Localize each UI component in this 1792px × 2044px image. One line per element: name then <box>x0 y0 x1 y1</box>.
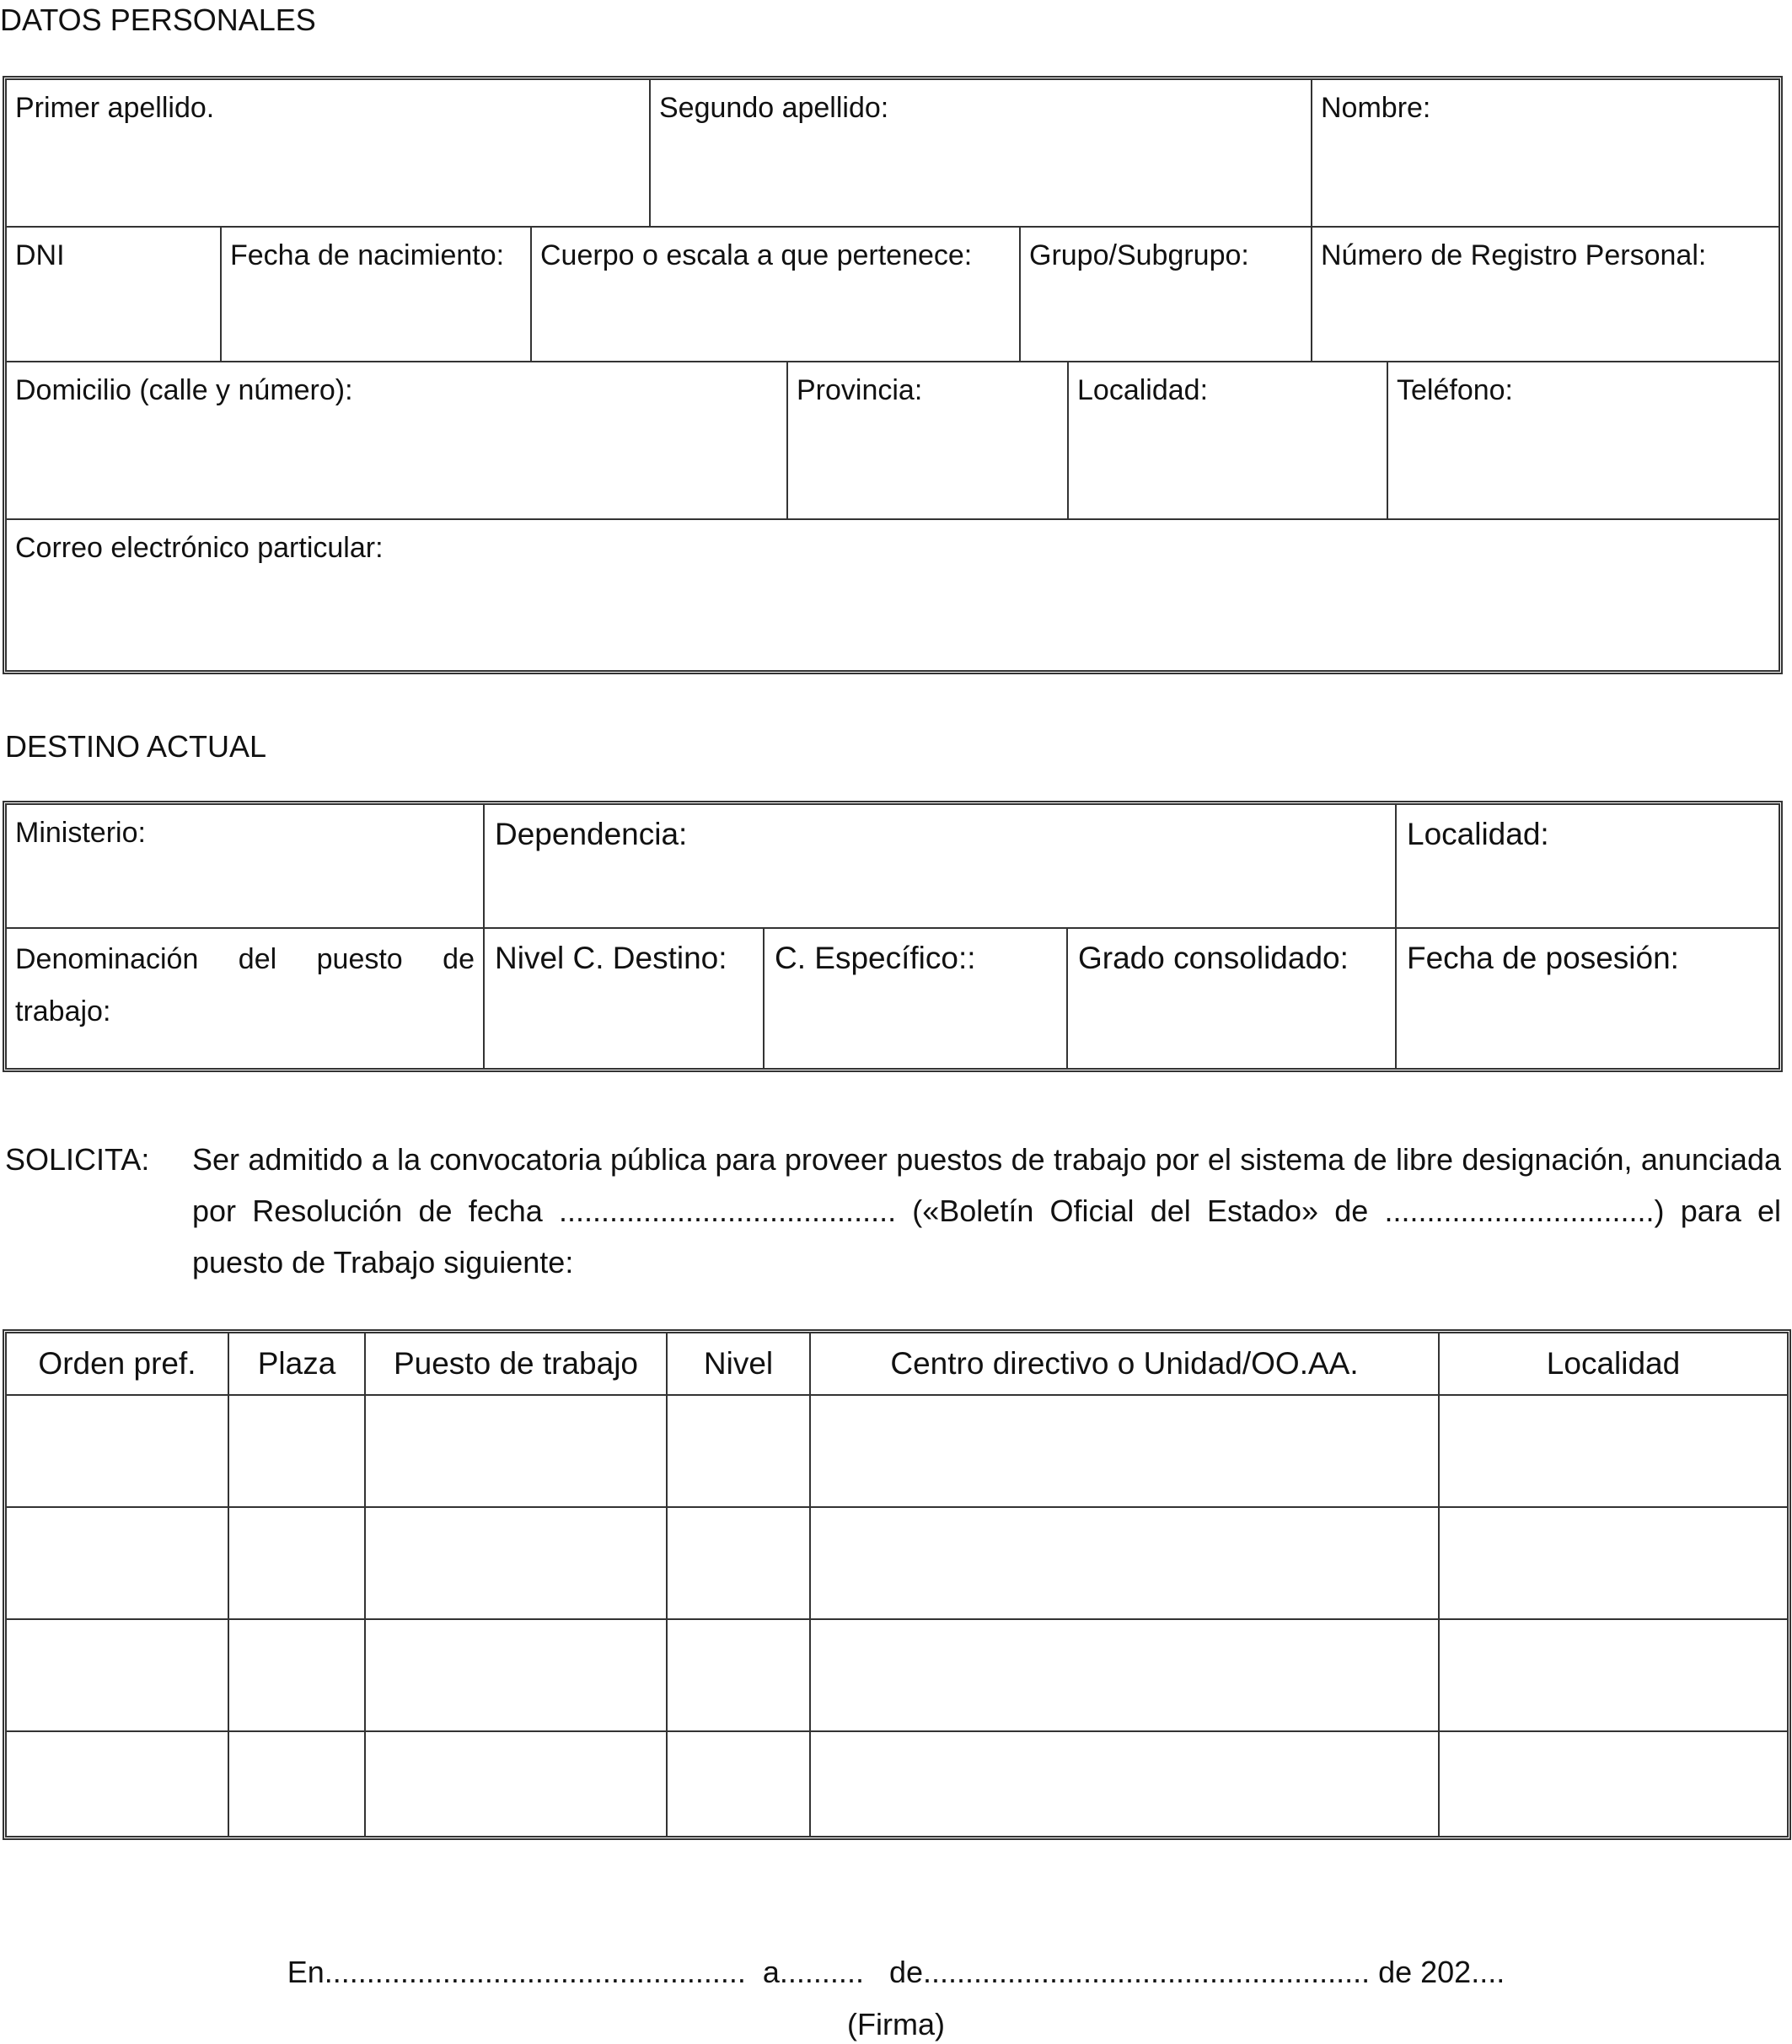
ministerio-field[interactable] <box>7 805 483 927</box>
grupo-subgrupo-label: Grupo/Subgrupo: <box>1029 239 1249 271</box>
table-cell[interactable] <box>364 1620 666 1730</box>
domicilio-field[interactable] <box>7 362 786 518</box>
dependencia-field[interactable] <box>483 805 1395 927</box>
table-cell[interactable] <box>666 1508 809 1618</box>
fecha-posesion-label: Fecha de posesión: <box>1407 941 1679 975</box>
localidad-label: Localidad: <box>1077 374 1209 406</box>
section-title-destino-actual: DESTINO ACTUAL <box>5 729 267 764</box>
fecha-nacimiento-field[interactable] <box>220 228 530 361</box>
header-localidad: Localidad <box>1438 1333 1787 1394</box>
table-cell[interactable] <box>666 1620 809 1730</box>
especifico-field[interactable] <box>763 929 1066 1068</box>
dni-field[interactable] <box>7 228 220 361</box>
localidad-destino-label: Localidad: <box>1407 817 1549 851</box>
solicita-label: SOLICITA: <box>5 1142 150 1177</box>
grado-consolidado-field[interactable] <box>1066 929 1395 1068</box>
header-orden-pref: Orden pref. <box>38 1346 196 1381</box>
table-cell[interactable] <box>809 1620 1438 1730</box>
dependencia-label: Dependencia: <box>495 817 688 851</box>
table-cell[interactable] <box>228 1508 364 1618</box>
header-plaza: Plaza <box>228 1333 364 1394</box>
cuerpo-escala-label: Cuerpo o escala a que pertenece: <box>540 239 973 271</box>
section-title-datos-personales: DATOS PERSONALES <box>0 3 316 37</box>
datos-personales-box <box>3 76 1783 674</box>
nivel-destino-field[interactable] <box>483 929 763 1068</box>
correo-label: Correo electrónico particular: <box>15 532 384 564</box>
localidad-destino-field[interactable] <box>1395 805 1779 927</box>
table-cell[interactable] <box>1438 1732 1787 1836</box>
fecha-nacimiento-label: Fecha de nacimiento: <box>230 239 505 271</box>
segundo-apellido-label: Segundo apellido: <box>659 92 889 124</box>
numero-registro-field[interactable] <box>1311 228 1779 361</box>
table-cell[interactable] <box>364 1508 666 1618</box>
provincia-label: Provincia: <box>797 374 923 406</box>
destino-actual-box <box>3 801 1783 1072</box>
firma-label: (Firma) <box>847 2007 945 2041</box>
table-cell[interactable] <box>1438 1508 1787 1618</box>
table-row <box>7 1732 1787 1836</box>
table-cell[interactable] <box>809 1396 1438 1506</box>
table-cell[interactable] <box>364 1732 666 1836</box>
table-cell[interactable] <box>809 1508 1438 1618</box>
table-cell[interactable] <box>364 1396 666 1506</box>
ministerio-label: Ministerio: <box>15 817 146 849</box>
table-cell[interactable] <box>1438 1396 1787 1506</box>
table-cell[interactable] <box>7 1620 228 1730</box>
table-cell[interactable] <box>228 1396 364 1506</box>
table-cell[interactable] <box>7 1396 228 1506</box>
denominacion-label-line2: trabajo: <box>15 995 111 1027</box>
table-row <box>7 1620 1787 1730</box>
correo-field[interactable] <box>7 520 1779 670</box>
nombre-field[interactable] <box>1311 80 1779 226</box>
fecha-firma-line: En.................................................. a.......... de..................................................... de 202.... <box>287 1955 1505 1989</box>
puestos-table <box>3 1329 1791 1840</box>
header-puesto-trabajo: Puesto de trabajo <box>364 1333 666 1394</box>
table-cell[interactable] <box>7 1508 228 1618</box>
telefono-label: Teléfono: <box>1397 374 1513 406</box>
denominacion-label-line1: Denominación del puesto de <box>15 943 475 975</box>
table-row <box>7 1508 1787 1618</box>
numero-registro-label: Número de Registro Personal: <box>1321 239 1707 271</box>
fecha-posesion-field[interactable] <box>1395 929 1779 1068</box>
grado-consolidado-label: Grado consolidado: <box>1078 941 1349 975</box>
localidad-field[interactable] <box>1067 362 1387 518</box>
table-cell[interactable] <box>666 1732 809 1836</box>
especifico-label: C. Específico:: <box>775 941 976 975</box>
segundo-apellido-field[interactable] <box>649 80 1311 226</box>
table-cell[interactable] <box>666 1396 809 1506</box>
provincia-field[interactable] <box>786 362 1067 518</box>
primer-apellido-field[interactable] <box>7 80 649 226</box>
table-cell[interactable] <box>7 1732 228 1836</box>
cuerpo-escala-field[interactable] <box>530 228 1019 361</box>
nombre-label: Nombre: <box>1321 92 1431 124</box>
telefono-field[interactable] <box>1387 362 1779 518</box>
domicilio-label: Domicilio (calle y número): <box>15 374 353 406</box>
nivel-destino-label: Nivel C. Destino: <box>495 941 727 975</box>
header-centro-directivo: Centro directivo o Unidad/OO.AA. <box>809 1333 1438 1394</box>
table-row <box>7 1396 1787 1506</box>
table-cell[interactable] <box>228 1620 364 1730</box>
table-cell[interactable] <box>809 1732 1438 1836</box>
dni-label: DNI <box>15 239 65 271</box>
table-cell[interactable] <box>228 1732 364 1836</box>
header-nivel: Nivel <box>666 1333 809 1394</box>
grupo-subgrupo-field[interactable] <box>1019 228 1311 361</box>
solicita-text: Ser admitido a la convocatoria pública para proveer puestos de trabajo por el sistema de libre designación, anunciada por Resolución de fecha ........................................ («Boletín Oficial del Estado» de ................................) para el puesto de Trabajo siguiente: <box>192 1142 1781 1280</box>
primer-apellido-label: Primer apellido. <box>15 92 215 124</box>
table-cell[interactable] <box>1438 1620 1787 1730</box>
denominacion-puesto-field[interactable] <box>7 929 483 1068</box>
